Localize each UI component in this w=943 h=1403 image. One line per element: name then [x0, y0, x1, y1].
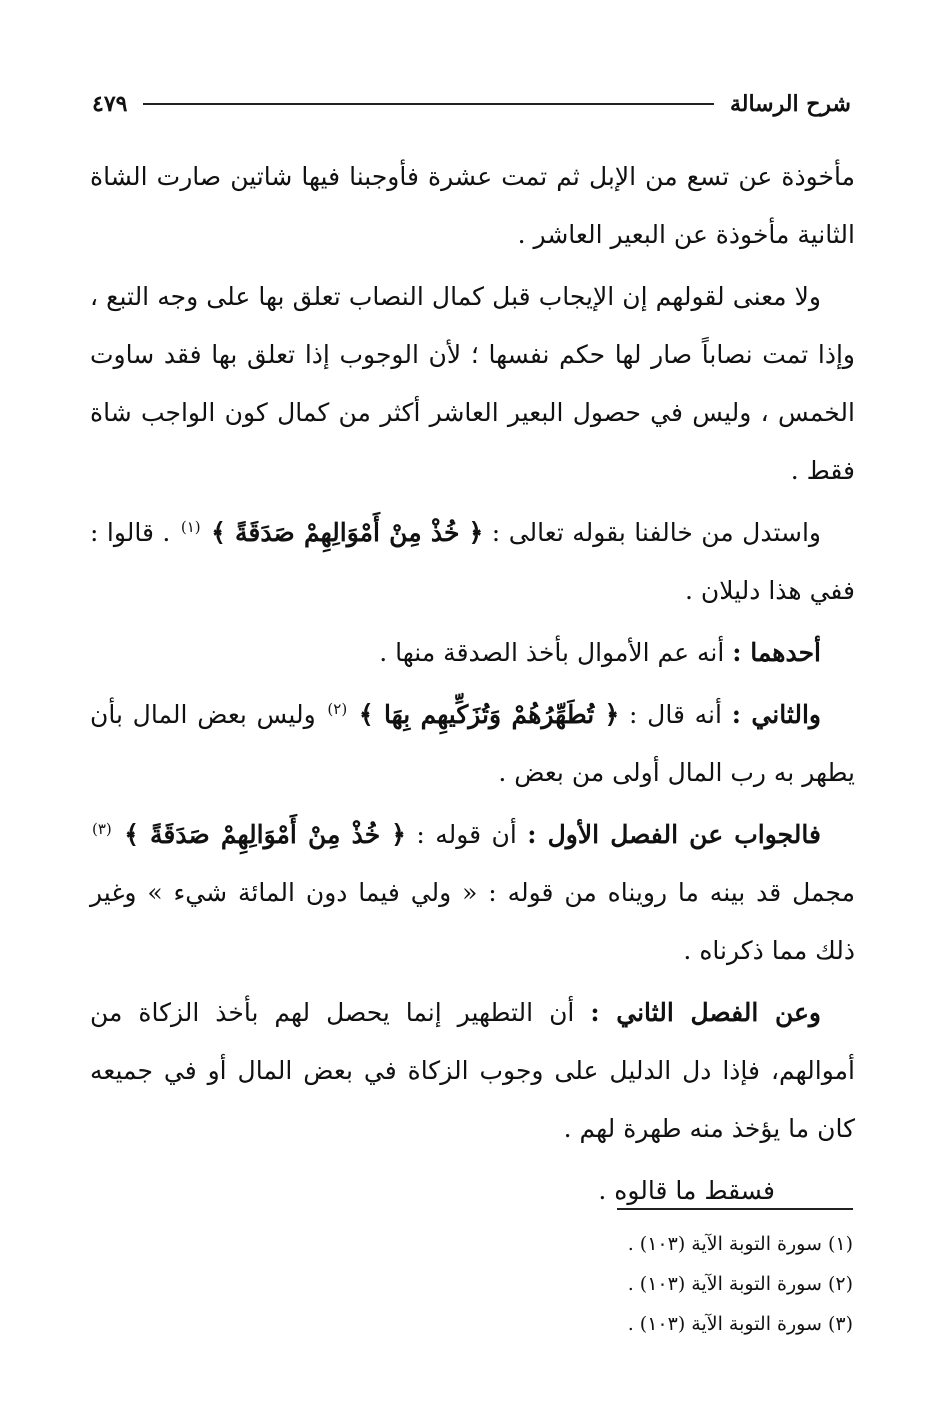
footnote-ref-1[interactable]: (١) — [180, 517, 201, 536]
footnote-1: (١) سورة التوبة الآية (١٠٣) . — [627, 1233, 853, 1255]
p5-before: أنه قال : — [629, 700, 722, 729]
quran-quote-2: ﴿ تُطَهِّرُهُمْ وَتُزَكِّيهِم بِهَا ﴾ — [358, 700, 620, 729]
body-text — [90, 148, 855, 1220]
paragraph-5 — [90, 686, 855, 802]
footnote-3: (٣) سورة التوبة الآية (١٠٣) . — [627, 1313, 853, 1335]
footnote-ref-2[interactable]: (٢) — [327, 699, 348, 718]
paragraph-2: ولا معنى لقولهم إن الإيجاب قبل كمال النصاب تعلق بها على وجه التبع ، وإذا تمت نصاباً صار لها حكم نفسها ؛ لأن الوجوب إذا تعلق بها فقد ساوت الخمس ، وليس في حصول البعير العاشر أكثر من كمال كون الواجب شاة فقط . — [90, 282, 855, 485]
p6-label: فالجواب عن الفصل الأول : — [527, 820, 821, 849]
paragraph-7 — [90, 984, 855, 1158]
p6-before: أن قوله : — [416, 820, 517, 849]
page-number: ٤٧٩ — [92, 91, 128, 117]
header-rule — [143, 103, 714, 105]
footnote-2: (٢) سورة التوبة الآية (١٠٣) . — [627, 1273, 853, 1295]
p4-label: أحدهما : — [732, 638, 821, 667]
footnotes — [253, 1208, 853, 1344]
paragraph-8: فسقط ما قالوه . — [598, 1176, 775, 1205]
p3-before: واستدل من خالفنا بقوله تعالى : — [491, 518, 821, 547]
footnote-ref-3[interactable]: (٣) — [92, 819, 112, 838]
page-header — [92, 86, 851, 122]
p6-after: مجمل قد بينه ما رويناه من قوله : « ولي فيما دون المائة شيء » وغير ذلك مما ذكرناه . — [90, 878, 855, 965]
p4-text: أنه عم الأموال بأخذ الصدقة منها . — [379, 638, 725, 667]
p5-after: وليس بعض المال بأن يطهر به رب المال أولى من بعض . — [90, 700, 855, 787]
p7-text: أن التطهير إنما يحصل لهم بأخذ الزكاة من أموالهم، فإذا دل الدليل على وجوب الزكاة في بعض المال أو في جميعه كان ما يؤخذ منه طهرة لهم . — [90, 998, 855, 1143]
running-title: شرح الرسالة — [729, 91, 851, 117]
quran-quote-1: ﴿ خُذْ مِنْ أَمْوَالِهِمْ صَدَقَةً ﴾ — [211, 518, 484, 547]
quran-quote-3: ﴿ خُذْ مِنْ أَمْوَالِهِمْ صَدَقَةً ﴾ — [124, 820, 406, 849]
paragraph-1: مأخوذة عن تسع من الإبل ثم تمت عشرة فأوجبنا فيها شاتين صارت الشاة الثانية مأخوذة عن البعير العاشر . — [90, 162, 855, 249]
p7-label: وعن الفصل الثاني : — [590, 998, 822, 1027]
p5-label: والثاني : — [731, 700, 821, 729]
p3-after: . قالوا : ففي هذا دليلان . — [90, 518, 855, 605]
paragraph-3 — [90, 504, 855, 620]
footnote-rule — [617, 1208, 853, 1210]
paragraph-4 — [90, 624, 855, 682]
paragraph-6 — [90, 806, 855, 980]
